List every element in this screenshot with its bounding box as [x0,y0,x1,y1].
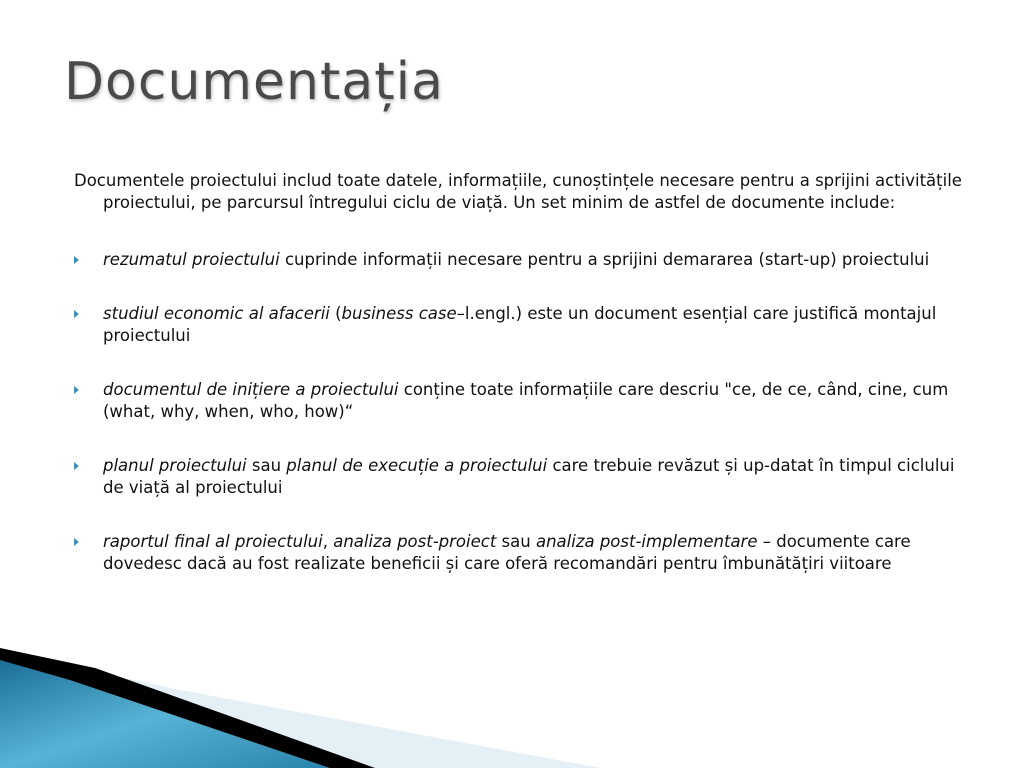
bullet-text: documente care dovedesc dacă au fost realizate beneficii și care oferă recomandări pentru îmbunătățiri viitoare [103,532,911,573]
bullet-term: raportul final al proiectului [103,532,323,551]
slide-title: Documentația [64,52,444,112]
arrow-bullet-icon [74,462,79,470]
bullet-term: planul de execuție a proiectului [286,456,548,475]
intro-lead: Documentele [74,171,185,190]
bullet-text: sau [496,532,536,551]
bullet-item [74,379,974,423]
bullet-term: business case [341,304,457,323]
bullet-item [74,249,974,271]
intro-text: proiectului includ toate datele, informațiile, cunoștințele necesare pentru a sprijini activitățile proiectului, pe parcursul întregului ciclu de viață. Un set minim de astfel de documente include: [103,171,962,212]
bullet-item [74,531,974,575]
arrow-bullet-icon [74,538,79,546]
bullet-text: care trebuie revăzut și up-datat în timpul ciclului de viață al proiectului [103,456,955,497]
bullet-term: analiza post-proiect [333,532,497,551]
bullet-text: , [322,532,334,551]
bullet-term: rezumatul proiectului [103,250,280,269]
bullet-text: ( [329,304,342,323]
intro-paragraph [74,170,974,214]
arrow-bullet-icon [74,256,79,264]
bullet-text: conține toate informațiile care descriu "ce, de ce, când, cine, cum (what, why, when, who, how)“ [103,380,949,421]
bullet-term: planul proiectului [103,456,247,475]
bullet-term: documentul de inițiere a proiectului [103,380,399,399]
slide-body [74,170,974,607]
bullet-text: sau [246,456,287,475]
arrow-bullet-icon [74,310,79,318]
bullet-item [74,455,974,499]
bullet-term: studiul economic al afacerii [103,304,330,323]
bullet-term: analiza post-implementare – [535,532,771,551]
bullet-text: cuprinde informații necesare pentru a sprijini demararea (start-up) proiectului [279,250,930,269]
arrow-bullet-icon [74,386,79,394]
bullet-item [74,303,974,347]
bullet-text: –l.engl.) este un document esențial care justifică montajul proiectului [103,304,937,345]
